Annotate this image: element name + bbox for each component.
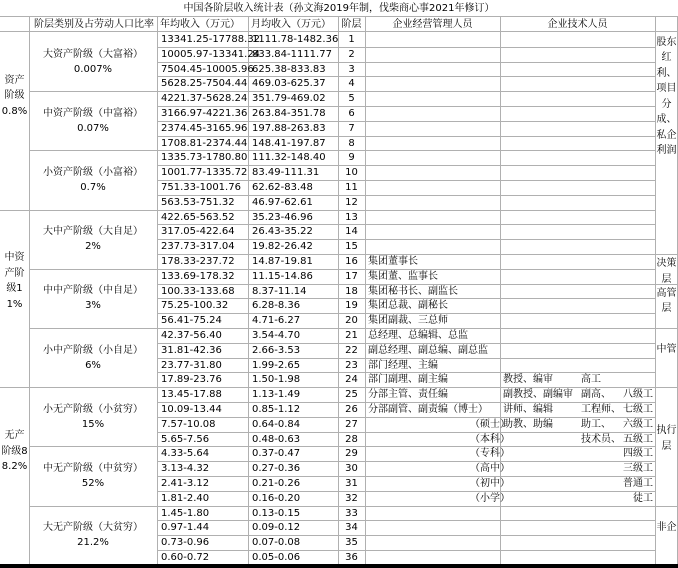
annual-income-cell: 317.05-422.64 (161, 226, 235, 238)
tech-worker-cell: 五级工 (623, 433, 653, 445)
mgmt-cell: （高中） (470, 463, 510, 475)
level-cell: 20 (345, 315, 358, 327)
level-cell: 36 (345, 552, 358, 563)
annual-income-cell: 23.77-31.80 (161, 359, 222, 371)
annual-income-cell: 2.41-3.12 (161, 478, 210, 489)
annual-income-cell: 31.81-42.36 (161, 344, 222, 356)
monthly-income-cell: 0.05-0.06 (252, 552, 301, 563)
mgmt-cell: 部门经理、主编 (368, 359, 438, 371)
monthly-income-cell: 0.48-0.63 (252, 433, 301, 445)
monthly-income-cell: 62.62-83.48 (252, 182, 313, 193)
level-cell: 2 (348, 48, 355, 60)
level-cell: 33 (345, 507, 358, 519)
subclass-percent: 15% (81, 418, 105, 430)
annual-income-cell: 1.81-2.40 (161, 492, 210, 504)
monthly-income-cell: 197.88-263.83 (252, 122, 326, 134)
level-cell: 30 (345, 463, 358, 475)
subclass-percent: 3% (85, 300, 101, 312)
mgmt-cell: 集团董事长 (368, 256, 418, 267)
monthly-income-cell: 11.15-14.86 (252, 270, 313, 282)
tech-title-cell: 助教、助编 (503, 418, 553, 430)
right-category-label: 高管层 (656, 287, 677, 315)
annual-income-cell: 10005.97-13341.24 (161, 48, 261, 60)
subclass-percent: 6% (85, 359, 101, 371)
level-cell: 29 (345, 448, 358, 460)
monthly-income-cell: 3.54-4.70 (252, 330, 301, 341)
monthly-income-cell: 0.09-0.12 (252, 522, 301, 534)
mgmt-cell: 总经理、总编辑、总监 (368, 330, 468, 341)
tech-worker-cell: 三级工 (623, 463, 653, 475)
tech-worker-cell: 徒工 (633, 492, 653, 504)
subclass-name: 小资产阶级（小富裕） (43, 167, 143, 178)
subclass-name: 大无产阶级（大贫穷） (43, 522, 143, 534)
mgmt-cell: （专科） (470, 448, 510, 460)
mgmt-cell: 分部主管、责任编 (368, 389, 448, 401)
tech-engineer-cell: 技术员、 (581, 433, 621, 445)
monthly-income-cell: 2.66-3.53 (252, 344, 301, 356)
annual-income-cell: 5.65-7.56 (161, 433, 210, 445)
monthly-income-cell: 1.50-1.98 (252, 374, 301, 386)
annual-income-cell: 10.09-13.44 (161, 404, 222, 415)
header-annual: 年均收入（万元） (160, 19, 240, 30)
monthly-income-cell: 1111.78-1482.36 (252, 34, 339, 45)
level-cell: 8 (348, 137, 355, 149)
level-cell: 21 (345, 330, 358, 341)
monthly-income-cell: 111.32-148.40 (252, 152, 326, 164)
level-cell: 24 (345, 374, 358, 386)
subclass-name: 中资产阶级（中富裕） (43, 107, 143, 119)
mgmt-cell: （初中） (470, 478, 510, 489)
monthly-income-cell: 0.16-0.20 (252, 492, 301, 504)
tech-worker-cell: 八级工 (623, 389, 653, 401)
subclass-name: 中中产阶级（中自足） (43, 285, 143, 297)
subclass-percent: 0.7% (80, 182, 106, 193)
subclass-name: 中无产阶级（中贫穷） (43, 463, 143, 474)
annual-income-cell: 100.33-133.68 (161, 285, 235, 297)
level-cell: 23 (345, 359, 358, 371)
mgmt-cell: 集团总裁、副秘长 (368, 300, 448, 312)
subclass-percent: 0.07% (77, 122, 109, 134)
tech-worker-cell: 四级工 (623, 448, 653, 460)
annual-income-cell: 133.69-178.32 (161, 270, 235, 282)
subclass-name: 大中产阶级（大自足） (43, 226, 143, 238)
monthly-income-cell: 1.99-2.65 (252, 359, 301, 371)
subclass-name: 小无产阶级（小贫穷） (43, 403, 143, 415)
header-mgmt: 企业经营管理人员 (392, 19, 473, 30)
level-cell: 22 (345, 344, 358, 356)
major-group-label: 资产阶级0.8% (1, 74, 28, 117)
annual-income-cell: 2374.45-3165.96 (161, 122, 248, 134)
monthly-income-cell: 148.41-197.87 (252, 137, 326, 149)
right-category-label: 中管 (656, 344, 677, 356)
header-monthly: 月均收入（万元） (251, 19, 331, 30)
annual-income-cell: 17.89-23.76 (161, 374, 222, 386)
level-cell: 25 (345, 389, 358, 401)
monthly-income-cell: 4.71-6.27 (252, 315, 301, 327)
subclass-percent: 52% (81, 478, 105, 489)
level-cell: 6 (348, 108, 355, 119)
level-cell: 31 (345, 478, 358, 489)
subclass-percent: 21.2% (77, 537, 109, 549)
level-cell: 26 (345, 404, 358, 415)
tech-engineer-cell: 助工、 (581, 418, 611, 430)
level-cell: 9 (348, 152, 355, 164)
monthly-income-cell: 833.84-1111.77 (252, 48, 332, 60)
monthly-income-cell: 1.13-1.49 (252, 389, 301, 401)
annual-income-cell: 237.73-317.04 (161, 241, 235, 253)
annual-income-cell: 0.60-0.72 (161, 552, 210, 563)
monthly-income-cell: 6.28-8.36 (252, 300, 301, 312)
monthly-income-cell: 19.82-26.42 (252, 241, 313, 253)
annual-income-cell: 1708.81-2374.44 (161, 137, 248, 149)
mgmt-cell: （硕士） (470, 418, 510, 430)
level-cell: 28 (345, 433, 358, 445)
annual-income-cell: 7.57-10.08 (161, 418, 216, 430)
tech-worker-cell: 七级工 (623, 404, 653, 415)
right-category-label: 股东红利、项目分成、私企利润 (656, 36, 677, 156)
mgmt-cell: 副总经理、副总编、副总监 (368, 344, 488, 356)
monthly-income-cell: 469.03-625.37 (252, 78, 326, 90)
level-cell: 12 (345, 196, 358, 208)
annual-income-cell: 3.13-4.32 (161, 463, 210, 475)
mgmt-cell: 集团副裁、三总师 (368, 315, 448, 327)
mgmt-cell: （小学） (470, 492, 510, 504)
level-cell: 15 (345, 241, 358, 253)
tech-title-cell: 副教授、副编审 (503, 389, 573, 401)
mgmt-cell: 集团秘书长、副监长 (368, 285, 458, 297)
mgmt-cell: 部门副理、副主编 (368, 374, 448, 386)
level-cell: 1 (348, 34, 355, 45)
annual-income-cell: 42.37-56.40 (161, 330, 222, 341)
level-cell: 18 (345, 285, 358, 297)
annual-income-cell: 563.53-751.32 (161, 196, 235, 208)
mgmt-cell: 分部副管、副责编（博士） (368, 404, 488, 415)
monthly-income-cell: 625.38-833.83 (252, 63, 326, 75)
mgmt-cell: （本科） (470, 433, 510, 445)
annual-income-cell: 3166.97-4221.36 (161, 108, 248, 119)
tech-engineer-cell: 高工 (581, 374, 601, 386)
monthly-income-cell: 8.37-11.14 (252, 285, 307, 297)
level-cell: 5 (348, 93, 355, 105)
monthly-income-cell: 46.97-62.61 (252, 196, 313, 208)
level-cell: 4 (348, 78, 355, 90)
level-cell: 14 (345, 226, 358, 238)
annual-income-cell: 75.25-100.32 (161, 300, 229, 312)
right-category-label: 执行层 (656, 425, 677, 452)
level-cell: 16 (345, 256, 358, 267)
monthly-income-cell: 0.64-0.84 (252, 418, 301, 430)
tech-worker-cell: 六级工 (623, 418, 653, 430)
monthly-income-cell: 35.23-46.96 (252, 211, 313, 223)
annual-income-cell: 1001.77-1335.72 (161, 167, 248, 179)
level-cell: 11 (345, 182, 358, 193)
monthly-income-cell: 0.37-0.47 (252, 448, 301, 460)
monthly-income-cell: 0.85-1.12 (252, 404, 301, 415)
annual-income-cell: 0.97-1.44 (161, 522, 210, 534)
tech-title-cell: 教授、编审 (503, 374, 553, 386)
annual-income-cell: 751.33-1001.76 (161, 182, 241, 193)
level-cell: 17 (345, 270, 358, 282)
annual-income-cell: 56.41-75.24 (161, 315, 222, 327)
level-cell: 27 (345, 418, 358, 430)
subclass-percent: 0.007% (73, 63, 113, 75)
level-cell: 34 (345, 522, 358, 534)
annual-income-cell: 178.33-237.72 (161, 256, 235, 267)
tech-engineer-cell: 副高、 (581, 389, 611, 401)
monthly-income-cell: 263.84-351.78 (252, 108, 326, 119)
subclass-percent: 2% (85, 241, 101, 253)
tech-title-cell: 讲师、编辑 (503, 404, 553, 415)
header-class: 阶层类别及占劳动人口比率 (34, 19, 154, 30)
right-category-label: 非企 (656, 521, 677, 533)
major-group-label: 中资产阶级11% (4, 252, 25, 310)
annual-income-cell: 1.45-1.80 (161, 507, 210, 519)
tech-worker-cell: 普通工 (623, 478, 653, 489)
mgmt-cell: 集团董、监事长 (368, 270, 438, 282)
annual-income-cell: 13.45-17.88 (161, 389, 222, 401)
monthly-income-cell: 14.87-19.81 (252, 256, 313, 267)
header-tech: 企业技术人员 (547, 19, 608, 30)
level-cell: 32 (345, 492, 358, 504)
major-group-label: 无产阶级88.2% (1, 430, 28, 472)
tech-engineer-cell: 工程师、 (581, 404, 621, 415)
monthly-income-cell: 0.13-0.15 (252, 507, 301, 519)
level-cell: 3 (348, 63, 355, 75)
monthly-income-cell: 83.49-111.31 (252, 167, 320, 179)
table-title: 中国各阶层收入统计表（孙文海2019年制，伐柴商心事2021年修订） (183, 3, 495, 14)
annual-income-cell: 4221.37-5628.24 (161, 93, 248, 105)
annual-income-cell: 422.65-563.52 (161, 211, 235, 223)
monthly-income-cell: 26.43-35.22 (252, 226, 313, 238)
annual-income-cell: 7504.45-10005.96 (161, 63, 254, 75)
level-cell: 10 (345, 167, 358, 179)
annual-income-cell: 5628.25-7504.44 (161, 78, 248, 90)
annual-income-cell: 4.33-5.64 (161, 448, 210, 460)
level-cell: 19 (345, 300, 358, 312)
header-level: 阶层 (341, 19, 362, 30)
monthly-income-cell: 0.21-0.26 (252, 478, 301, 489)
subclass-name: 大资产阶级（大富裕） (43, 48, 143, 60)
level-cell: 7 (348, 122, 355, 134)
level-cell: 35 (345, 537, 358, 549)
monthly-income-cell: 351.79-469.02 (252, 93, 326, 105)
monthly-income-cell: 0.07-0.08 (252, 537, 301, 549)
annual-income-cell: 13341.25-17788.32 (161, 34, 261, 45)
right-category-label: 决策层 (656, 258, 677, 285)
monthly-income-cell: 0.27-0.36 (252, 463, 301, 475)
annual-income-cell: 0.73-0.96 (161, 537, 210, 549)
annual-income-cell: 1335.73-1780.80 (161, 152, 248, 164)
subclass-name: 小中产阶级（小自足） (43, 344, 143, 356)
level-cell: 13 (345, 211, 358, 223)
